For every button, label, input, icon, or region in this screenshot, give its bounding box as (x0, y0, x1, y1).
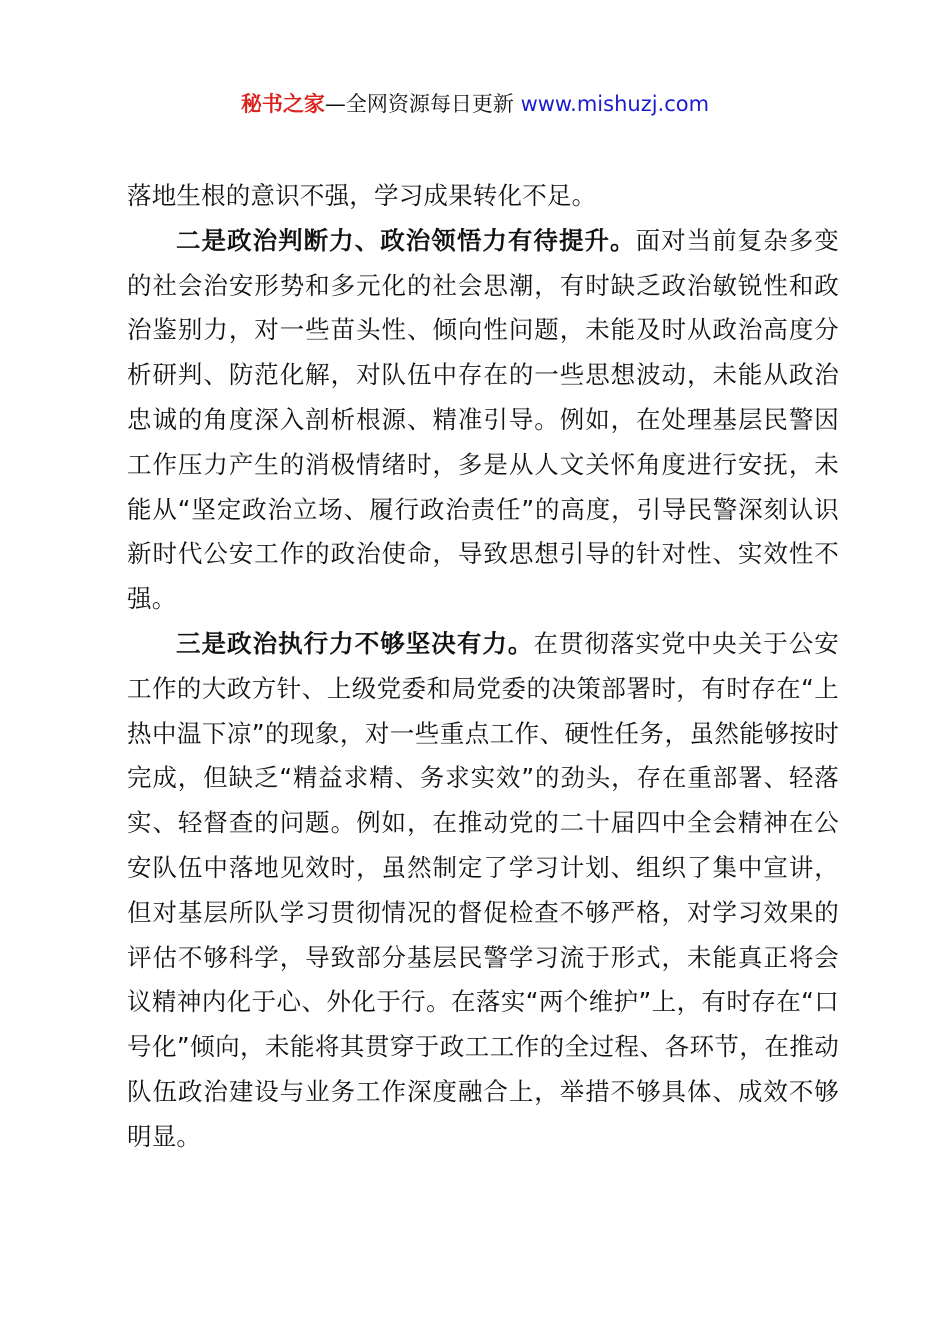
paragraph-text: 落地生根的意识不强，学习成果转化不足。 (127, 181, 597, 210)
site-url-link[interactable]: www.mishuzj.com (520, 92, 710, 116)
paragraph-political-judgment (127, 219, 839, 622)
paragraph-lead: 三是政治执行力不够坚决有力。 (176, 628, 534, 658)
paragraph-text: 面对当前复杂多变的社会治安形势和多元化的社会思潮，有时缺乏政治敏锐性和政治鉴别力，对一些苗头性、倾向性问题，未能及时从政治高度分析研判、防范化解，对队伍中存在的一些思想波动，未能从政治忠诚的角度深入剖析根源、精准引导。例如，在处理基层民警因工作压力产生的消极情绪时，多是从人文关怀角度进行安抚，未能从“坚定政治立场、履行政治责任”的高度，引导民警深刻认识新时代公安工作的政治使命，导致思想引导的针对性、实效性不强。 (127, 225, 839, 614)
paragraph-political-execution (127, 622, 839, 1160)
paragraph-text: 在贯彻落实党中央关于公安工作的大政方针、上级党委和局党委的决策部署时，有时存在“上热中温下凉”的现象，对一些重点工作、硬性任务，虽然能够按时完成，但缺乏“精益求精、务求实效”的劲头，存在重部署、轻落实、轻督查的问题。例如，在推动党的二十届四中全会精神在公安队伍中落地见效时，虽然制定了学习计划、组织了集中宣讲，但对基层所队学习贯彻情况的督促检查不够严格，对学习效果的评估不够科学，导致部分基层民警学习流于形式，未能真正将会议精神内化于心、外化于行。在落实“两个维护”上，有时存在“口号化”倾向，未能将其贯穿于政工工作的全过程、各环节，在推动队伍政治建设与业务工作深度融合上，举措不够具体、成效不够明显。 (127, 628, 839, 1151)
site-brand: 秘书之家 (240, 92, 325, 116)
paragraph-lead: 二是政治判断力、政治领悟力有待提升。 (176, 225, 636, 255)
site-tagline: —全网资源每日更新 (324, 92, 521, 116)
document-body (127, 174, 839, 1160)
page-header (0, 88, 950, 120)
paragraph-continuation (127, 174, 839, 219)
